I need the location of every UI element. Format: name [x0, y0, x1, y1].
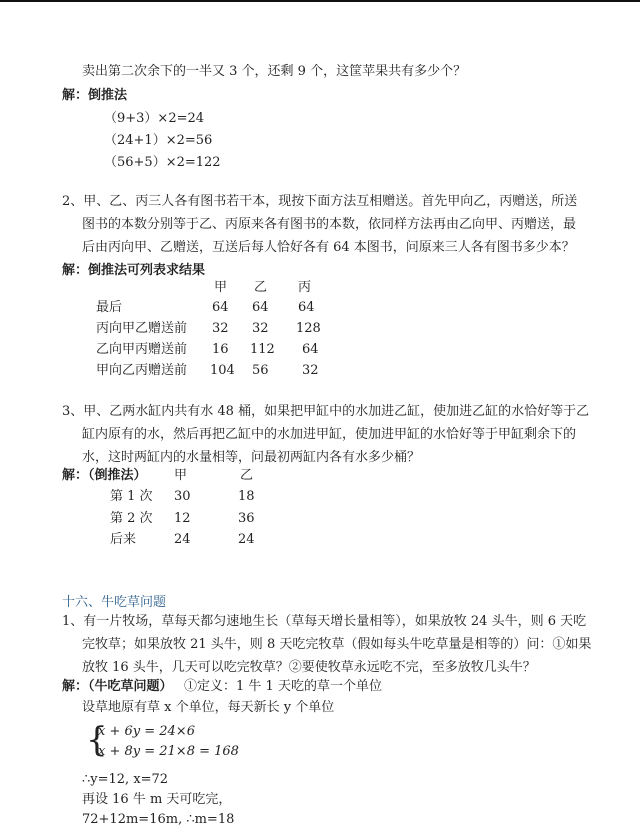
- problem-2-line-1: 2、甲、乙、丙三人各有图书若干本，现按下面方法互相赠送。首先甲向乙，丙赠送，所送: [62, 194, 578, 209]
- section-16-assumption-2: 再设 16 牛 m 天可吃完，: [82, 792, 232, 807]
- table-cell: 18: [238, 489, 255, 504]
- table-header-jia: 甲: [214, 280, 228, 295]
- section-16-definition: ①定义：1 牛 1 天吃的草一个单位: [184, 679, 382, 694]
- table-cell: 104: [210, 363, 235, 378]
- table-cell: 24: [238, 532, 255, 547]
- table-header-yi: 乙: [254, 280, 268, 295]
- table-cell: 64: [298, 300, 315, 315]
- equation-2: x + 8y = 21×8 = 168: [98, 744, 239, 759]
- section-16-solution-label: 解：（牛吃草问题）: [62, 679, 173, 694]
- table-cell: 32: [212, 321, 229, 336]
- page-top-border: [0, 0, 640, 2]
- problem-2-line-2: 图书的本数分别等于乙、丙原来各有图书的本数，依同样方法再由乙向甲、丙赠送，最: [82, 217, 577, 232]
- table-header-bing: 丙: [298, 280, 312, 295]
- problem-2-solution-label: 解：倒推法可列表求结果: [62, 263, 206, 278]
- problem-3-line-2: 缸内原有的水，然后再把乙缸中的水加进甲缸，使加进甲缸的水恰好等于甲缸剩余下的: [82, 427, 577, 442]
- problem-1-step-2: （24+1）×2=56: [104, 133, 213, 148]
- section-16-problem-line-1: 1、有一片牧场，草每天都匀速地生长（草每天增长量相等），如果放牧 24 头牛，则 6 天吃: [62, 614, 587, 629]
- problem-3-line-3: 水，这时两缸内的水量相等，问最初两缸内各有水多少桶？: [82, 450, 421, 465]
- equation-1: x + 6y = 24×6: [98, 724, 195, 739]
- section-16-problem-line-3: 放牧 16 头牛，几天可以吃完牧草？②要使牧草永远吃不完，至多放牧几头牛？: [82, 660, 536, 675]
- equation-brace: {: [86, 720, 108, 760]
- table-row-label: 甲向乙丙赠送前: [96, 363, 188, 378]
- table-row-label: 后来: [110, 532, 137, 547]
- table-cell: 12: [174, 511, 191, 526]
- table-row-label: 丙向甲乙赠送前: [96, 321, 188, 336]
- table-cell: 16: [212, 342, 229, 357]
- table-cell: 36: [238, 511, 255, 526]
- problem-3-solution-label: 解：（倒推法）: [62, 468, 147, 483]
- section-16-result: ∴y=12, x=72: [82, 772, 169, 787]
- table-cell: 24: [174, 532, 191, 547]
- section-16-problem-line-2: 完牧草；如果放牧 21 头牛，则 8 天吃完牧草（假如每头牛吃草量是相等的）问：①如果: [82, 637, 592, 652]
- problem-3-line-1: 3、甲、乙两水缸内共有水 48 桶，如果把甲缸中的水加进乙缸，使加进乙缸的水恰好等于乙: [62, 404, 590, 419]
- table-cell: 32: [252, 321, 269, 336]
- table-row-label: 乙向甲丙赠送前: [96, 342, 188, 357]
- table-header-yi: 乙: [240, 468, 254, 483]
- table-cell: 30: [174, 489, 191, 504]
- table-cell: 128: [296, 321, 321, 336]
- table-cell: 56: [252, 363, 269, 378]
- table-row-label: 最后: [96, 300, 123, 315]
- problem-1-step-1: （9+3）×2=24: [104, 111, 205, 126]
- problem-1-step-3: （56+5）×2=122: [104, 155, 221, 170]
- table-cell: 32: [302, 363, 319, 378]
- table-row-label: 第 2 次: [110, 511, 153, 526]
- table-header-jia: 甲: [174, 468, 188, 483]
- problem-1-text: 卖出第二次余下的一半又 3 个，还剩 9 个，这筐苹果共有多少个？: [82, 64, 467, 79]
- table-cell: 112: [250, 342, 275, 357]
- table-cell: 64: [302, 342, 319, 357]
- problem-2-line-3: 后由丙向甲、乙赠送，互送后每人恰好各有 64 本图书，问原来三人各有图书多少本？: [82, 240, 575, 255]
- table-row-label: 第 1 次: [110, 489, 153, 504]
- table-cell: 64: [212, 300, 229, 315]
- section-16-calculation: 72+12m=16m, ∴m=18: [82, 812, 235, 827]
- section-16-assumption: 设草地原有草 x 个单位，每天新长 y 个单位: [82, 700, 335, 715]
- problem-1-solution-label: 解：倒推法: [62, 88, 128, 103]
- section-heading: 十六、牛吃草问题: [62, 595, 167, 610]
- table-cell: 64: [252, 300, 269, 315]
